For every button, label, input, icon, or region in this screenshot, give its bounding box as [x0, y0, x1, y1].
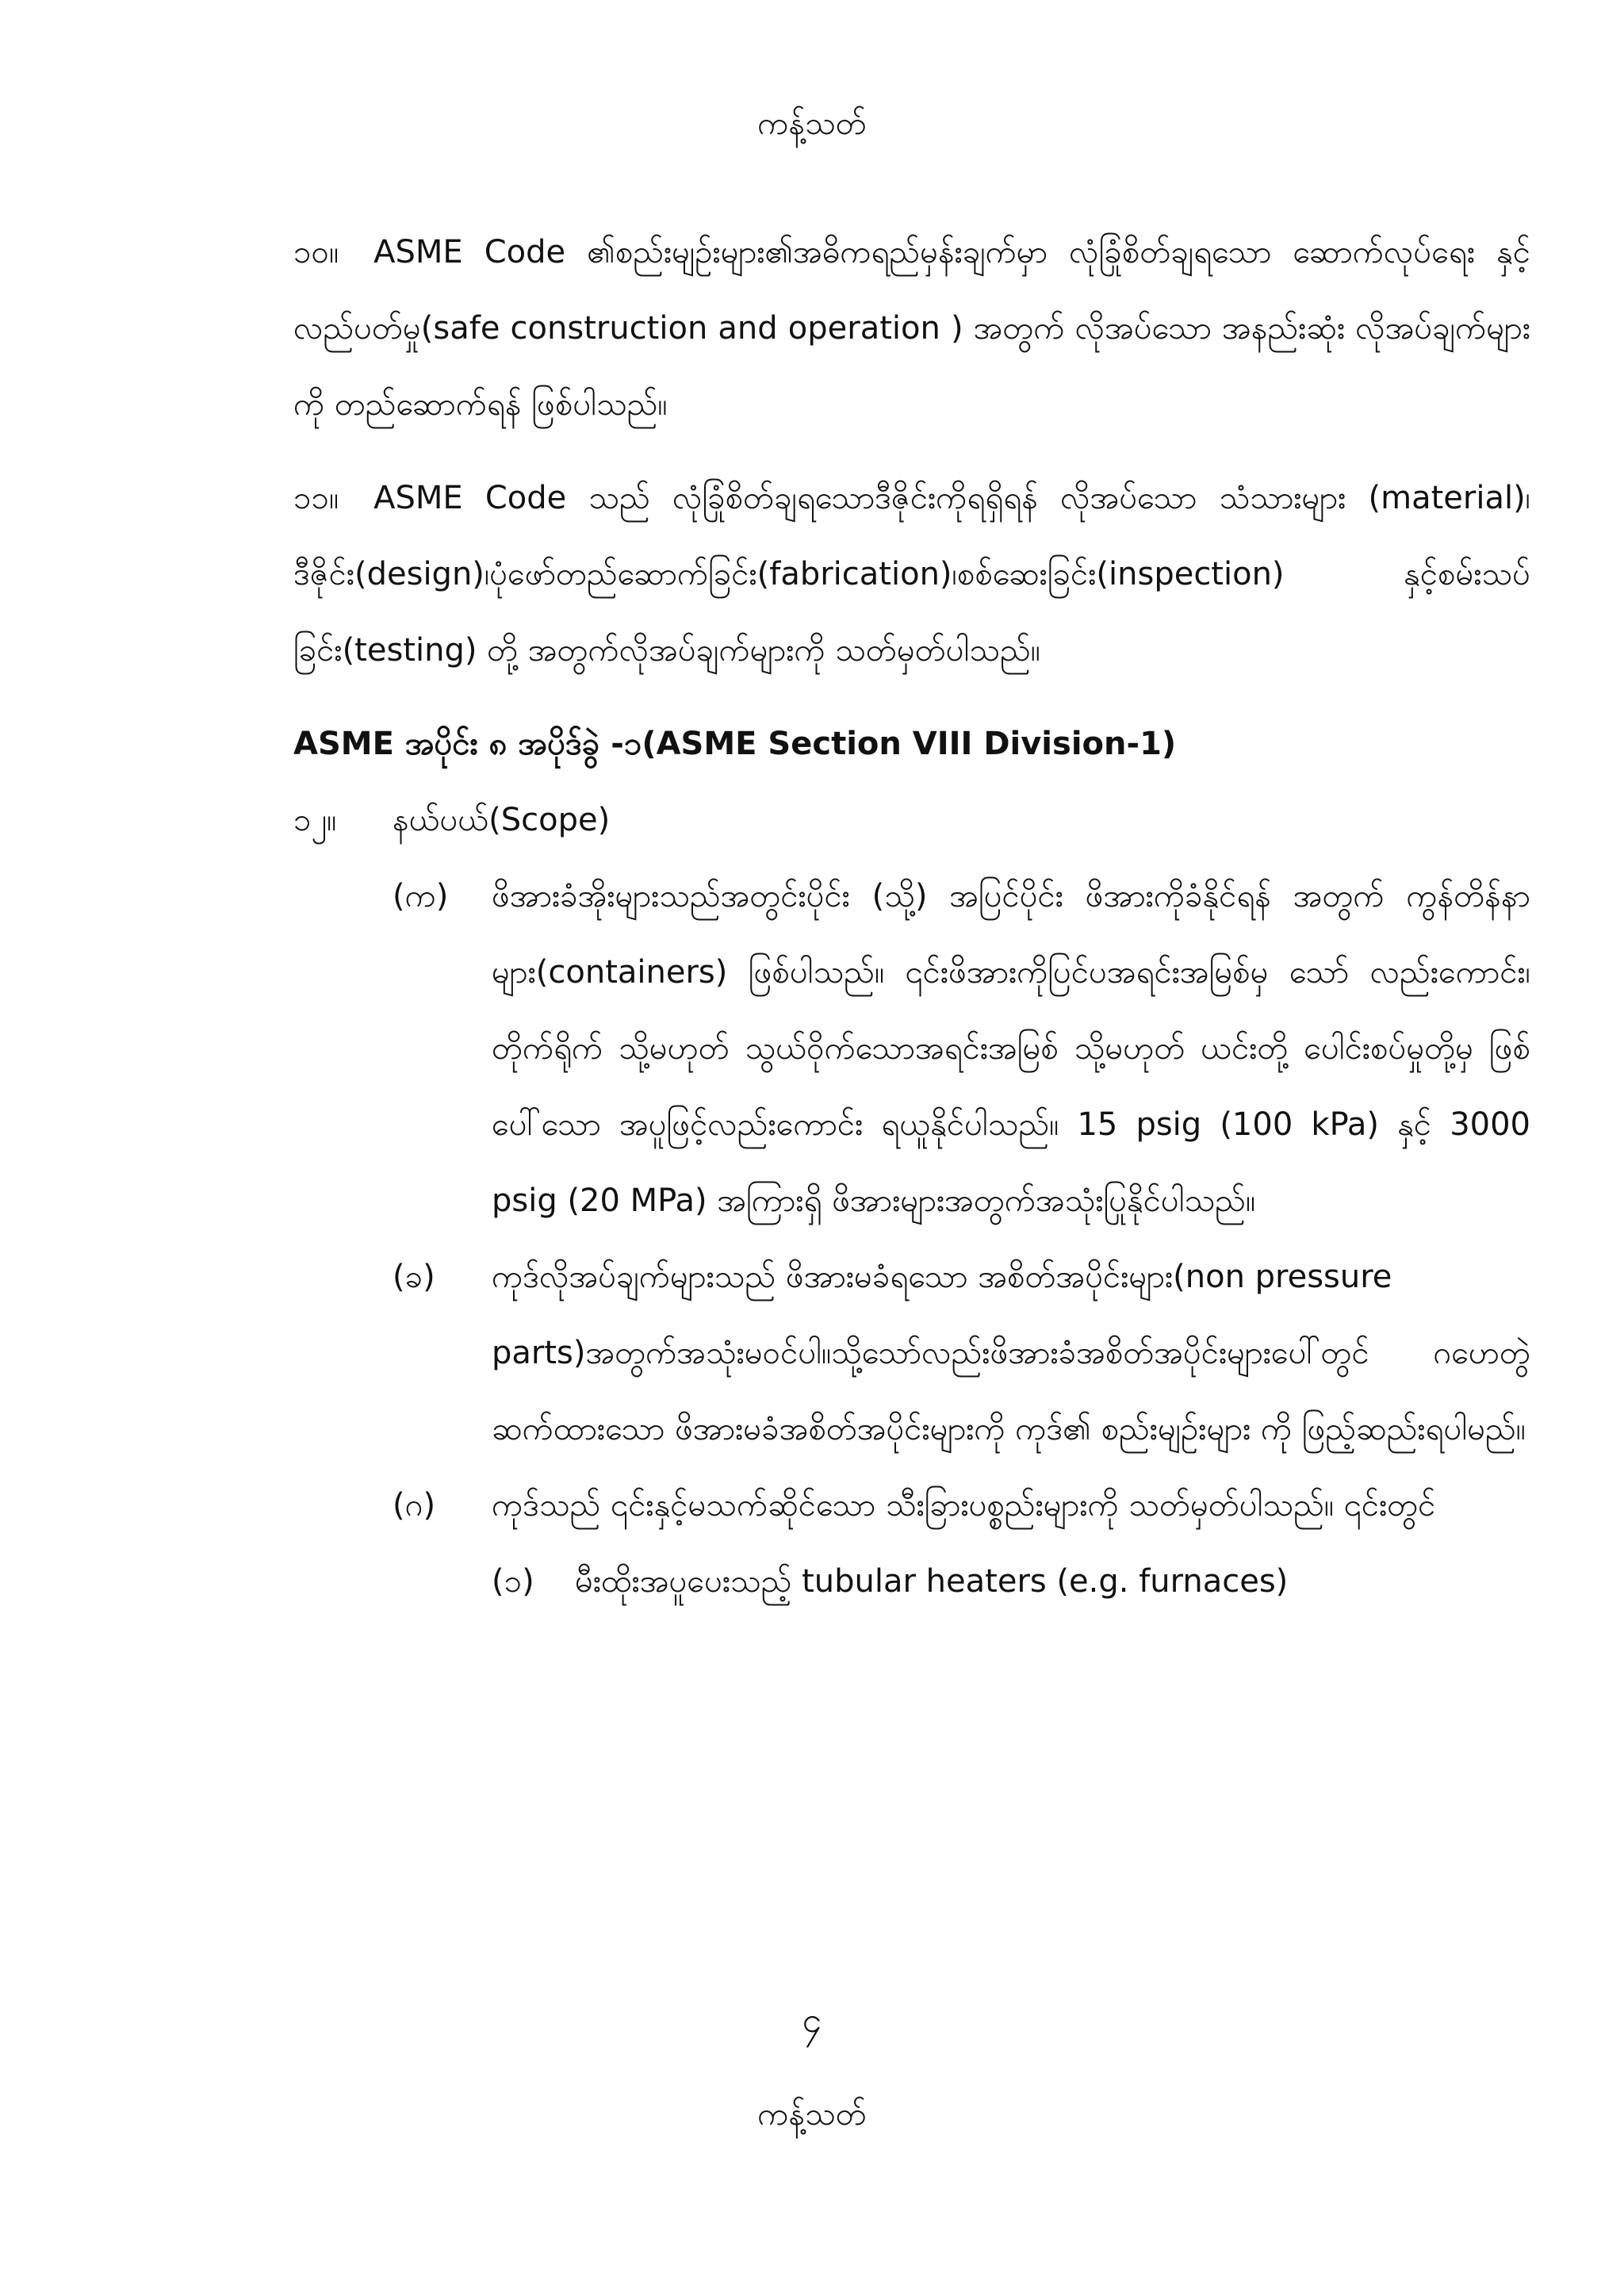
sub-item-text: ကုဒ်သည် ၎င်းနှင့်မသက်ဆိုင်သော သီးခြားပစ္စည်းများကို သတ်မှတ်ပါသည်။ ၎င်းတွင် [492, 1487, 1436, 1524]
sub-item-c [393, 1467, 1530, 1543]
paragraph-11 [293, 460, 1530, 688]
sub-sub-item-1 [492, 1543, 1530, 1619]
sub-item-text-1: ကုဒ်လိုအပ်ချက်များသည် ဖိအားမခံရသော အစိတ်အပိုင်းများ(non pressure [492, 1259, 1392, 1295]
sub-sub-item-label: (၁) [492, 1563, 534, 1600]
paragraph-number: ၁၀။ [293, 234, 339, 270]
item-12 [293, 782, 1530, 858]
footer-restricted-label: ကန့်သတ် [757, 2096, 867, 2133]
sub-item-text-2: parts)အတွက်အသုံးမဝင်ပါ။သို့သော်လည်းဖိအားခံအစိတ်အပိုင်းများပေါ်တွင် ဂဟေတွဲဆက်ထားသော ဖိအားမခံအစိတ်အပိုင်းများကို ကုဒ်၏ စည်းမျဉ်းများ ကို ဖြည့်ဆည်းရပါမည်။ [492, 1335, 1530, 1447]
sub-item-label: (က) [393, 878, 449, 914]
page-number: ၄ [802, 2000, 822, 2041]
header-restricted-label: ကန့်သတ် [757, 105, 867, 142]
document-body [293, 214, 1530, 1619]
paragraph-text: ASME Code ၏စည်းမျဉ်းများ၏အဓိကရည်မှန်းချက်မှာ လုံခြုံစိတ်ချရသော ဆောက်လုပ်ရေး နှင့် လည်ပတ်မှု(safe construction and operation ) အတွက် လိုအပ်သော အနည်းဆုံး လိုအပ်ချက်များကို တည်ဆောက်ရန် ဖြစ်ပါသည်။ [293, 234, 1530, 423]
sub-item-text: ဖိအားခံအိုးများသည်အတွင်းပိုင်း (သို့) အပြင်ပိုင်း ဖိအားကိုခံနိုင်ရန် အတွက် ကွန်တိန်နာများ(containers) ဖြစ်ပါသည်။ ၎င်းဖိအားကိုပြင်ပအရင်းအမြစ်မှ သော် လည်းကောင်း၊ တိုက်ရိုက် သို့မဟုတ် သွယ်ဝိုက်သောအရင်းအမြစ် သို့မဟုတ် ယင်းတို့ ပေါင်းစပ်မှုတို့မှ ဖြစ်ပေါ်သော အပူဖြင့်လည်းကောင်း ရယူနိုင်ပါသည်။ 15 psig (100 kPa) နှင့် 3000 psig (20 MPa) အကြားရှိ ဖိအားများအတွက်အသုံးပြုနိုင်ပါသည်။ [492, 878, 1530, 1219]
paragraph-number: ၁၁။ [293, 480, 339, 516]
paragraph-text: ASME Code သည် လုံခြုံစိတ်ချရသောဒီဇိုင်းကိုရရှိရန် လိုအပ်သော သံသားများ (material)၊ဒီဇိုင်း(design)၊ပုံဖော်တည်ဆောက်ခြင်း(fabrication)၊စစ်ဆေးခြင်း(inspection) နှင့်စမ်းသပ်ခြင်း(testing) တို့ အတွက်လိုအပ်ချက်များကို သတ်မှတ်ပါသည်။ [293, 480, 1530, 669]
sub-item-label: (ခ) [393, 1259, 435, 1295]
item-title: နယ်ပယ်(Scope) [393, 802, 611, 838]
sub-item-b [393, 1239, 1530, 1467]
section-heading: ASME အပိုင်း ၈ အပိုဒ်ခွဲ -၁(ASME Section VIII Division-1) [293, 726, 1177, 762]
sub-sub-item-text: မီးထိုးအပူပေးသည့် tubular heaters (e.g. furnaces) [575, 1563, 1289, 1600]
sub-item-label: (ဂ) [393, 1487, 436, 1524]
paragraph-10 [293, 214, 1530, 443]
sub-item-a [393, 858, 1530, 1239]
item-number: ၁၂။ [293, 802, 337, 838]
